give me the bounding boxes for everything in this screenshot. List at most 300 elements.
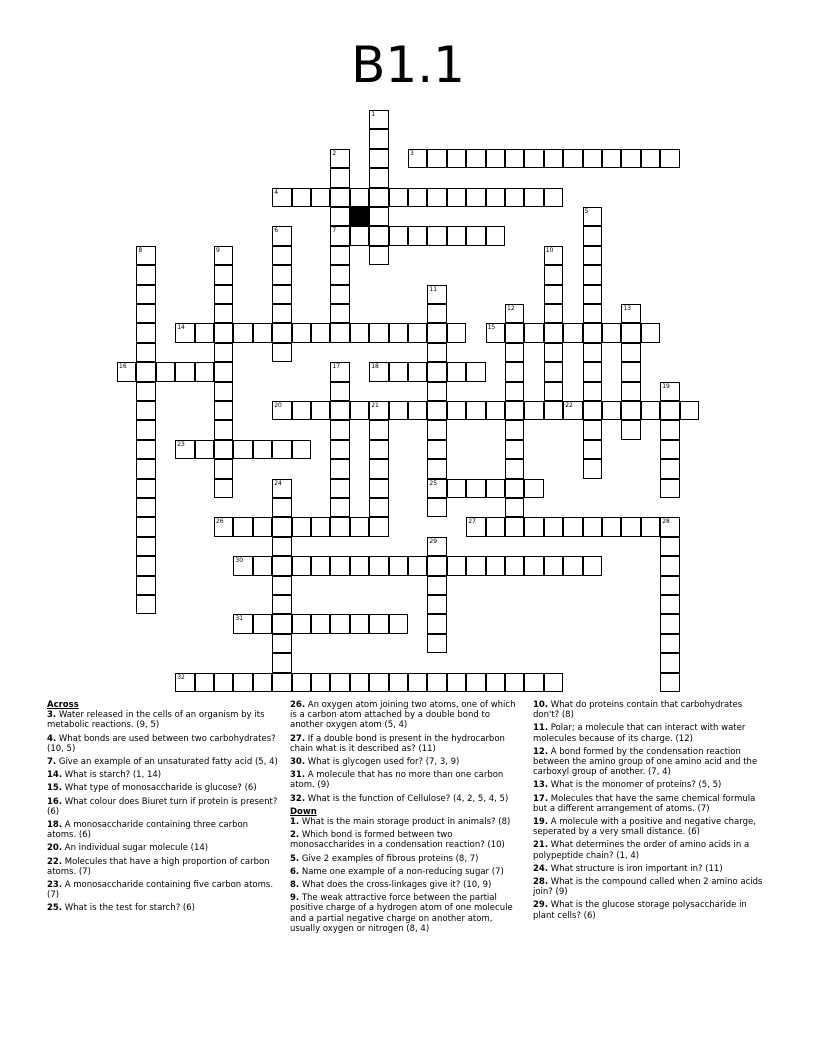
grid-cell[interactable]	[350, 323, 369, 342]
grid-cell[interactable]	[524, 517, 543, 536]
grid-cell[interactable]	[524, 323, 543, 342]
grid-cell[interactable]	[466, 479, 485, 498]
grid-cell[interactable]	[369, 614, 388, 633]
grid-cell[interactable]	[272, 401, 291, 420]
grid-cell[interactable]	[505, 673, 524, 692]
grid-cell[interactable]	[233, 517, 252, 536]
grid-cell[interactable]	[272, 537, 291, 556]
grid-cell[interactable]	[136, 382, 155, 401]
grid-cell[interactable]	[660, 479, 679, 498]
grid-cell[interactable]	[253, 440, 272, 459]
grid-cell[interactable]	[486, 673, 505, 692]
grid-cell[interactable]	[272, 479, 291, 498]
grid-cell[interactable]	[311, 401, 330, 420]
grid-cell[interactable]	[272, 226, 291, 245]
grid-cell[interactable]	[369, 149, 388, 168]
grid-cell[interactable]	[389, 673, 408, 692]
grid-cell[interactable]	[330, 226, 349, 245]
grid-cell[interactable]	[447, 556, 466, 575]
grid-cell[interactable]	[350, 401, 369, 420]
grid-cell[interactable]	[136, 498, 155, 517]
grid-cell[interactable]	[292, 401, 311, 420]
grid-cell[interactable]	[621, 401, 640, 420]
grid-cell[interactable]	[369, 479, 388, 498]
grid-cell[interactable]	[214, 265, 233, 284]
grid-cell[interactable]	[389, 614, 408, 633]
grid-cell[interactable]	[311, 188, 330, 207]
grid-cell[interactable]	[408, 226, 427, 245]
grid-cell[interactable]	[272, 634, 291, 653]
grid-cell[interactable]	[136, 576, 155, 595]
grid-cell[interactable]	[272, 576, 291, 595]
grid-cell[interactable]	[311, 556, 330, 575]
grid-cell[interactable]	[214, 382, 233, 401]
grid-cell[interactable]	[505, 498, 524, 517]
grid-cell[interactable]	[486, 226, 505, 245]
grid-cell[interactable]	[369, 440, 388, 459]
grid-cell[interactable]	[602, 323, 621, 342]
grid-cell[interactable]	[427, 323, 446, 342]
grid-cell[interactable]	[214, 323, 233, 342]
grid-cell[interactable]	[292, 517, 311, 536]
grid-cell[interactable]	[311, 517, 330, 536]
grid-cell[interactable]	[505, 343, 524, 362]
grid-cell[interactable]	[583, 323, 602, 342]
grid-cell[interactable]	[389, 362, 408, 381]
grid-cell[interactable]	[330, 323, 349, 342]
grid-cell[interactable]	[486, 401, 505, 420]
grid-cell[interactable]	[466, 149, 485, 168]
grid-cell[interactable]	[505, 556, 524, 575]
grid-cell[interactable]	[136, 537, 155, 556]
grid-cell[interactable]	[486, 323, 505, 342]
grid-cell[interactable]	[621, 517, 640, 536]
grid-cell[interactable]	[292, 673, 311, 692]
grid-cell[interactable]	[544, 556, 563, 575]
grid-cell[interactable]	[505, 188, 524, 207]
grid-cell[interactable]	[408, 673, 427, 692]
grid-cell[interactable]	[583, 362, 602, 381]
grid-cell[interactable]	[505, 323, 524, 342]
grid-cell[interactable]	[505, 517, 524, 536]
grid-cell[interactable]	[583, 265, 602, 284]
grid-cell[interactable]	[389, 226, 408, 245]
grid-cell[interactable]	[136, 595, 155, 614]
grid-cell[interactable]	[660, 440, 679, 459]
grid-cell[interactable]	[330, 498, 349, 517]
grid-cell[interactable]	[583, 226, 602, 245]
grid-cell[interactable]	[641, 401, 660, 420]
grid-cell[interactable]	[136, 401, 155, 420]
grid-cell[interactable]	[350, 188, 369, 207]
grid-cell[interactable]	[330, 459, 349, 478]
grid-cell[interactable]	[427, 634, 446, 653]
grid-cell[interactable]	[233, 673, 252, 692]
grid-cell[interactable]	[544, 285, 563, 304]
grid-cell[interactable]	[544, 343, 563, 362]
grid-cell[interactable]	[369, 517, 388, 536]
grid-cell[interactable]	[680, 401, 699, 420]
grid-cell[interactable]	[369, 362, 388, 381]
grid-cell[interactable]	[233, 614, 252, 633]
grid-cell[interactable]	[466, 362, 485, 381]
grid-cell[interactable]	[214, 440, 233, 459]
grid-cell[interactable]	[524, 673, 543, 692]
grid-cell[interactable]	[544, 246, 563, 265]
grid-cell[interactable]	[195, 362, 214, 381]
grid-cell[interactable]	[505, 420, 524, 439]
grid-cell[interactable]	[427, 498, 446, 517]
grid-cell[interactable]	[563, 149, 582, 168]
grid-cell[interactable]	[272, 343, 291, 362]
grid-cell[interactable]	[563, 323, 582, 342]
grid-cell[interactable]	[389, 556, 408, 575]
grid-cell[interactable]	[524, 149, 543, 168]
grid-cell[interactable]	[505, 479, 524, 498]
grid-cell[interactable]	[272, 498, 291, 517]
grid-cell[interactable]	[156, 362, 175, 381]
grid-cell[interactable]	[427, 188, 446, 207]
grid-cell[interactable]	[544, 265, 563, 284]
grid-cell[interactable]	[369, 498, 388, 517]
grid-cell[interactable]	[544, 673, 563, 692]
grid-cell[interactable]	[427, 362, 446, 381]
grid-cell[interactable]	[369, 188, 388, 207]
grid-cell[interactable]	[447, 401, 466, 420]
grid-cell[interactable]	[621, 420, 640, 439]
grid-cell[interactable]	[350, 673, 369, 692]
grid-cell[interactable]	[214, 304, 233, 323]
grid-cell[interactable]	[369, 246, 388, 265]
grid-cell[interactable]	[330, 304, 349, 323]
grid-cell[interactable]	[621, 362, 640, 381]
grid-cell[interactable]	[369, 323, 388, 342]
grid-cell[interactable]	[330, 401, 349, 420]
grid-cell[interactable]	[136, 362, 155, 381]
grid-cell[interactable]	[427, 149, 446, 168]
grid-cell[interactable]	[583, 459, 602, 478]
grid-cell[interactable]	[505, 440, 524, 459]
grid-cell[interactable]	[330, 440, 349, 459]
grid-cell[interactable]	[427, 595, 446, 614]
grid-cell[interactable]	[427, 576, 446, 595]
grid-cell[interactable]	[660, 673, 679, 692]
grid-cell[interactable]	[330, 517, 349, 536]
grid-cell[interactable]	[524, 401, 543, 420]
grid-cell[interactable]	[583, 517, 602, 536]
grid-cell[interactable]	[330, 479, 349, 498]
grid-cell[interactable]	[214, 285, 233, 304]
grid-cell[interactable]	[117, 362, 136, 381]
grid-cell[interactable]	[389, 323, 408, 342]
grid-cell[interactable]	[292, 556, 311, 575]
grid-cell[interactable]	[583, 401, 602, 420]
grid-cell[interactable]	[544, 323, 563, 342]
grid-cell[interactable]	[505, 459, 524, 478]
grid-cell[interactable]	[641, 323, 660, 342]
grid-cell[interactable]	[447, 323, 466, 342]
grid-cell[interactable]	[330, 188, 349, 207]
grid-cell[interactable]	[408, 149, 427, 168]
grid-cell[interactable]	[660, 149, 679, 168]
grid-cell[interactable]	[447, 149, 466, 168]
grid-cell[interactable]	[214, 479, 233, 498]
grid-cell[interactable]	[136, 479, 155, 498]
grid-cell[interactable]	[486, 479, 505, 498]
grid-cell[interactable]	[544, 304, 563, 323]
grid-cell[interactable]	[369, 401, 388, 420]
grid-cell[interactable]	[175, 673, 194, 692]
grid-cell[interactable]	[136, 440, 155, 459]
grid-cell[interactable]	[292, 440, 311, 459]
grid-cell[interactable]	[447, 673, 466, 692]
grid-cell[interactable]	[641, 149, 660, 168]
grid-cell[interactable]	[272, 556, 291, 575]
grid-cell[interactable]	[272, 653, 291, 672]
grid-cell[interactable]	[330, 556, 349, 575]
grid-cell[interactable]	[330, 246, 349, 265]
grid-cell[interactable]	[660, 382, 679, 401]
grid-cell[interactable]	[466, 188, 485, 207]
grid-cell[interactable]	[369, 226, 388, 245]
grid-cell[interactable]	[175, 440, 194, 459]
grid-cell[interactable]	[660, 576, 679, 595]
grid-cell[interactable]	[505, 401, 524, 420]
grid-cell[interactable]	[369, 420, 388, 439]
grid-cell[interactable]	[272, 304, 291, 323]
grid-cell[interactable]	[583, 382, 602, 401]
grid-cell[interactable]	[214, 420, 233, 439]
grid-cell[interactable]	[272, 323, 291, 342]
grid-cell[interactable]	[583, 149, 602, 168]
grid-cell[interactable]	[660, 634, 679, 653]
grid-cell[interactable]	[175, 323, 194, 342]
grid-cell[interactable]	[583, 207, 602, 226]
grid-cell[interactable]	[330, 673, 349, 692]
grid-cell[interactable]	[311, 614, 330, 633]
grid-cell[interactable]	[389, 188, 408, 207]
grid-cell[interactable]	[233, 556, 252, 575]
grid-cell[interactable]	[427, 479, 446, 498]
grid-cell[interactable]	[466, 226, 485, 245]
grid-cell[interactable]	[447, 362, 466, 381]
grid-cell[interactable]	[195, 323, 214, 342]
grid-cell[interactable]	[253, 517, 272, 536]
grid-cell[interactable]	[602, 517, 621, 536]
grid-cell[interactable]	[214, 673, 233, 692]
grid-cell[interactable]	[544, 149, 563, 168]
grid-cell[interactable]	[136, 556, 155, 575]
grid-cell[interactable]	[272, 265, 291, 284]
grid-cell[interactable]	[272, 517, 291, 536]
grid-cell[interactable]	[408, 188, 427, 207]
grid-cell[interactable]	[408, 556, 427, 575]
grid-cell[interactable]	[660, 459, 679, 478]
grid-cell[interactable]	[330, 265, 349, 284]
grid-cell[interactable]	[136, 323, 155, 342]
grid-cell[interactable]	[447, 479, 466, 498]
grid-cell[interactable]	[583, 343, 602, 362]
grid-cell[interactable]	[369, 168, 388, 187]
grid-cell[interactable]	[544, 188, 563, 207]
grid-cell[interactable]	[583, 246, 602, 265]
grid-cell[interactable]	[175, 362, 194, 381]
grid-cell[interactable]	[272, 246, 291, 265]
grid-cell[interactable]	[466, 517, 485, 536]
grid-cell[interactable]	[369, 556, 388, 575]
grid-cell[interactable]	[660, 537, 679, 556]
grid-cell[interactable]	[272, 673, 291, 692]
grid-cell[interactable]	[621, 382, 640, 401]
grid-cell[interactable]	[369, 207, 388, 226]
grid-cell[interactable]	[408, 362, 427, 381]
grid-cell[interactable]	[369, 110, 388, 129]
grid-cell[interactable]	[427, 459, 446, 478]
grid-cell[interactable]	[136, 304, 155, 323]
grid-cell[interactable]	[427, 440, 446, 459]
grid-cell[interactable]	[136, 459, 155, 478]
grid-cell[interactable]	[330, 149, 349, 168]
grid-cell[interactable]	[214, 343, 233, 362]
grid-cell[interactable]	[136, 265, 155, 284]
grid-cell[interactable]	[583, 304, 602, 323]
grid-cell[interactable]	[660, 595, 679, 614]
grid-cell[interactable]	[350, 556, 369, 575]
grid-cell[interactable]	[292, 614, 311, 633]
grid-cell[interactable]	[330, 420, 349, 439]
grid-cell[interactable]	[350, 614, 369, 633]
grid-cell[interactable]	[350, 517, 369, 536]
grid-cell[interactable]	[563, 556, 582, 575]
grid-cell[interactable]	[214, 246, 233, 265]
grid-cell[interactable]	[660, 614, 679, 633]
grid-cell[interactable]	[427, 401, 446, 420]
grid-cell[interactable]	[136, 517, 155, 536]
grid-cell[interactable]	[427, 304, 446, 323]
grid-cell[interactable]	[427, 614, 446, 633]
grid-cell[interactable]	[583, 420, 602, 439]
grid-cell[interactable]	[486, 556, 505, 575]
grid-cell[interactable]	[195, 673, 214, 692]
grid-cell[interactable]	[214, 517, 233, 536]
grid-cell[interactable]	[253, 614, 272, 633]
grid-cell[interactable]	[641, 517, 660, 536]
grid-cell[interactable]	[330, 168, 349, 187]
grid-cell[interactable]	[272, 614, 291, 633]
grid-cell[interactable]	[621, 149, 640, 168]
grid-cell[interactable]	[544, 401, 563, 420]
grid-cell[interactable]	[369, 459, 388, 478]
grid-cell[interactable]	[524, 479, 543, 498]
grid-cell[interactable]	[136, 343, 155, 362]
grid-cell[interactable]	[233, 440, 252, 459]
grid-cell[interactable]	[466, 556, 485, 575]
grid-cell[interactable]	[292, 323, 311, 342]
grid-cell[interactable]	[660, 420, 679, 439]
grid-cell[interactable]	[660, 653, 679, 672]
grid-cell[interactable]	[544, 517, 563, 536]
grid-cell[interactable]	[311, 673, 330, 692]
grid-cell[interactable]	[330, 362, 349, 381]
grid-cell[interactable]	[272, 440, 291, 459]
grid-cell[interactable]	[330, 207, 349, 226]
grid-cell[interactable]	[427, 226, 446, 245]
grid-cell[interactable]	[136, 285, 155, 304]
grid-cell[interactable]	[369, 673, 388, 692]
grid-cell[interactable]	[466, 401, 485, 420]
grid-cell[interactable]	[427, 420, 446, 439]
grid-cell[interactable]	[272, 285, 291, 304]
grid-cell[interactable]	[524, 556, 543, 575]
grid-cell[interactable]	[447, 226, 466, 245]
grid-cell[interactable]	[214, 401, 233, 420]
grid-cell[interactable]	[195, 440, 214, 459]
grid-cell[interactable]	[486, 149, 505, 168]
grid-cell[interactable]	[602, 149, 621, 168]
grid-cell[interactable]	[330, 382, 349, 401]
grid-cell[interactable]	[447, 188, 466, 207]
grid-cell[interactable]	[427, 673, 446, 692]
grid-cell[interactable]	[311, 323, 330, 342]
grid-cell[interactable]	[408, 401, 427, 420]
grid-cell[interactable]	[427, 382, 446, 401]
grid-cell[interactable]	[660, 556, 679, 575]
grid-cell[interactable]	[544, 382, 563, 401]
grid-cell[interactable]	[253, 556, 272, 575]
grid-cell[interactable]	[563, 401, 582, 420]
grid-cell[interactable]	[292, 188, 311, 207]
grid-cell[interactable]	[660, 401, 679, 420]
grid-cell[interactable]	[466, 673, 485, 692]
grid-cell[interactable]	[408, 323, 427, 342]
grid-cell[interactable]	[136, 246, 155, 265]
grid-cell[interactable]	[505, 382, 524, 401]
grid-cell[interactable]	[427, 285, 446, 304]
grid-cell[interactable]	[389, 401, 408, 420]
grid-cell[interactable]	[486, 188, 505, 207]
grid-cell[interactable]	[602, 401, 621, 420]
grid-cell[interactable]	[486, 517, 505, 536]
grid-cell[interactable]	[330, 614, 349, 633]
grid-cell[interactable]	[214, 459, 233, 478]
grid-cell[interactable]	[505, 149, 524, 168]
grid-cell[interactable]	[136, 420, 155, 439]
grid-cell[interactable]	[660, 517, 679, 536]
grid-cell[interactable]	[505, 362, 524, 381]
grid-cell[interactable]	[427, 556, 446, 575]
grid-cell[interactable]	[583, 440, 602, 459]
grid-cell[interactable]	[621, 304, 640, 323]
grid-cell[interactable]	[272, 595, 291, 614]
grid-cell[interactable]	[544, 362, 563, 381]
grid-cell[interactable]	[583, 556, 602, 575]
grid-cell[interactable]	[350, 226, 369, 245]
grid-cell[interactable]	[272, 188, 291, 207]
grid-cell[interactable]	[253, 673, 272, 692]
grid-cell[interactable]	[427, 537, 446, 556]
grid-cell[interactable]	[427, 343, 446, 362]
grid-cell[interactable]	[583, 285, 602, 304]
grid-cell[interactable]	[233, 323, 252, 342]
grid-cell[interactable]	[330, 285, 349, 304]
grid-cell[interactable]	[621, 343, 640, 362]
grid-cell[interactable]	[563, 517, 582, 536]
grid-cell[interactable]	[505, 304, 524, 323]
grid-cell[interactable]	[253, 323, 272, 342]
grid-cell[interactable]	[214, 362, 233, 381]
grid-cell[interactable]	[621, 323, 640, 342]
grid-cell[interactable]	[369, 129, 388, 148]
